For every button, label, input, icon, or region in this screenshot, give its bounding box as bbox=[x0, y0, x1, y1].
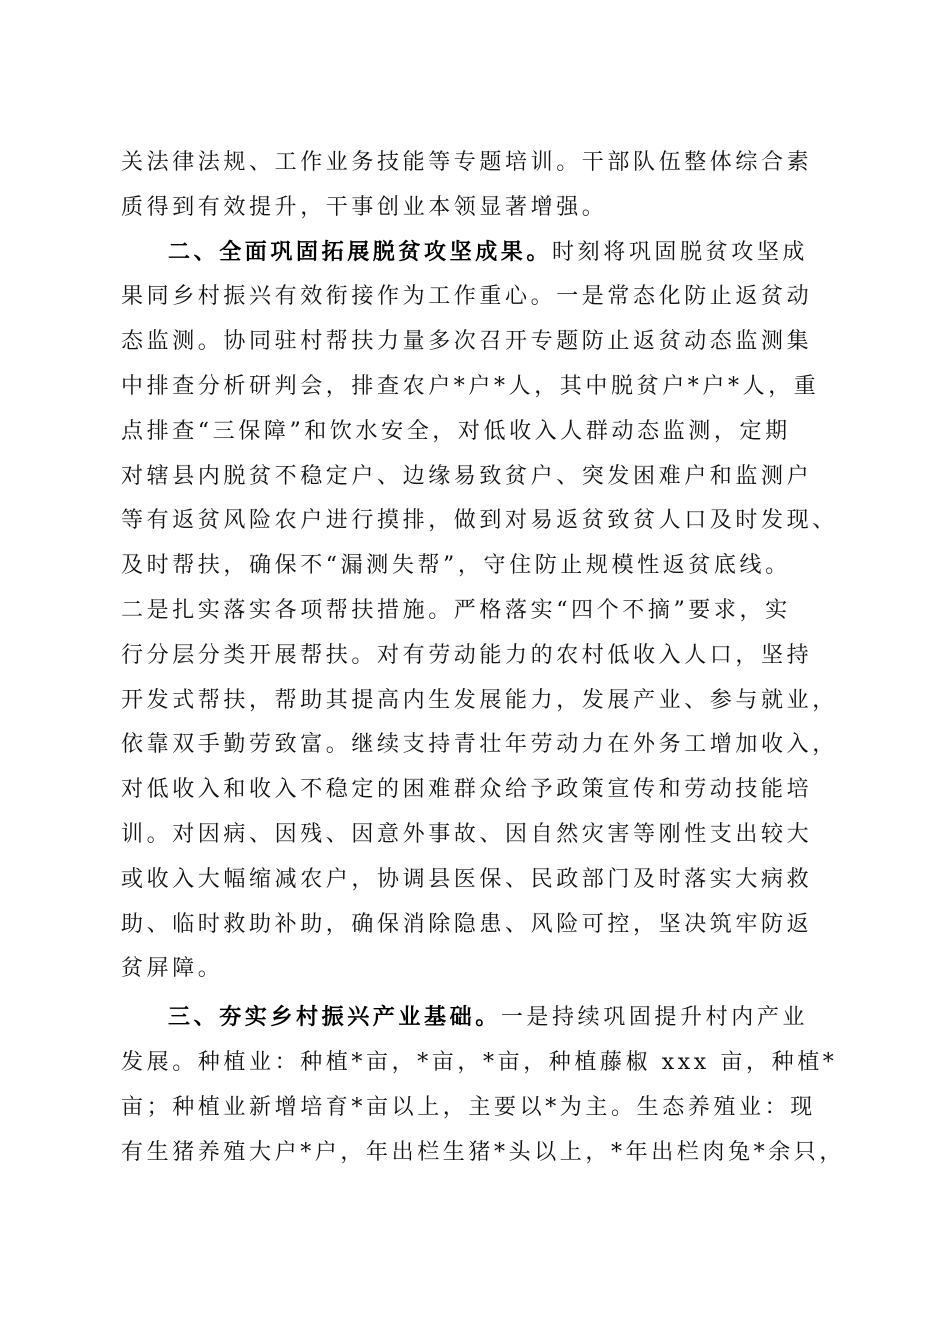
paragraph-line: 等有返贫风险农户进行摸排，做到对易返贫致贫人口及时发现、 bbox=[121, 508, 838, 534]
paragraph-line: 行分层分类开展帮扶。对有劳动能力的农村低收入人口，坚持 bbox=[121, 642, 813, 668]
section-2-first-line-text: 时刻将巩固脱贫攻坚成 bbox=[552, 239, 809, 265]
paragraph-line: 质得到有效提升，干事创业本领显著增强。 bbox=[121, 194, 608, 220]
paragraph-line: 态监测。协同驻村帮扶力量多次召开专题防止返贫动态监测集 bbox=[121, 329, 813, 355]
paragraph-line: 或收入大幅缩减农户，协调县医保、民政部门及时落实大病救 bbox=[121, 866, 813, 892]
document-body bbox=[121, 141, 846, 1175]
paragraph-line: 训。对因病、因残、因意外事故、因自然灾害等刚性支出较大 bbox=[121, 821, 813, 847]
paragraph-line: 有生猪养殖大户*户，年出栏生猪*头以上，*年出栏肉兔*余只， bbox=[121, 1139, 846, 1165]
paragraph-line: 果同乡村振兴有效衔接作为工作重心。一是常态化防止返贫动 bbox=[121, 284, 813, 310]
paragraph-line: 亩；种植业新增培育*亩以上，主要以*为主。生态养殖业：现 bbox=[121, 1094, 816, 1120]
section-3-first-line bbox=[121, 996, 831, 1041]
paragraph-line: 二是扎实落实各项帮扶措施。严格落实“四个不摘”要求，实 bbox=[121, 597, 791, 623]
section-3-first-line-text: 一是持续巩固提升村内产业 bbox=[500, 1005, 809, 1031]
paragraph-line: 发展。种植业：种植*亩，*亩，*亩，种植藤椒 xxx 亩，种植* bbox=[121, 1049, 838, 1075]
paragraph-line: 中排查分析研判会，排查农户*户*人，其中脱贫户*户*人，重 bbox=[121, 373, 820, 399]
paragraph-line: 开发式帮扶，帮助其提高内生发展能力，发展产业、参与就业， bbox=[121, 687, 838, 713]
paragraph-line: 关法律法规、工作业务技能等专题培训。干部队伍整体综合素 bbox=[121, 150, 813, 175]
paragraph-line: 对辖县内脱贫不稳定户、边缘易致贫户、突发困难户和监测户 bbox=[121, 463, 813, 489]
section-3-heading: 三、夯实乡村振兴产业基础。 bbox=[168, 1005, 501, 1031]
paragraph-line: 及时帮扶，确保不“漏测失帮”，守住防止规模性返贫底线。 bbox=[121, 553, 791, 579]
paragraph-line: 对低收入和收入不稳定的困难群众给予政策宣传和劳动技能培 bbox=[121, 777, 813, 803]
section-2-first-line bbox=[121, 231, 831, 276]
paragraph-line: 贫屏障。 bbox=[121, 956, 224, 982]
paragraph-line: 依靠双手勤劳致富。继续支持青壮年劳动力在外务工增加收入， bbox=[121, 732, 838, 758]
paragraph-line: 助、临时救助补助，确保消除隐患、风险可控，坚决筑牢防返 bbox=[121, 911, 813, 937]
section-2-heading: 二、全面巩固拓展脱贫攻坚成果。 bbox=[168, 239, 553, 265]
paragraph-line: 点排查“三保障”和饮水安全，对低收入人群动态监测，定期 bbox=[121, 418, 791, 444]
